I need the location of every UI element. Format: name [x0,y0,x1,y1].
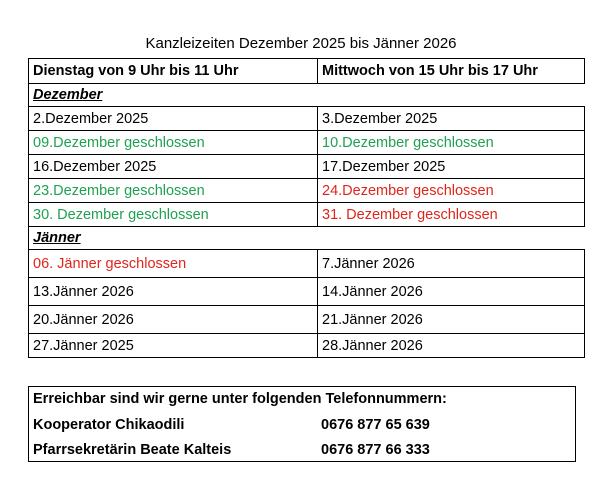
header-tuesday: Dienstag von 9 Uhr bis 11 Uhr [29,59,318,84]
tuesday-date-closed: 23.Dezember geschlossen [29,179,318,203]
wednesday-date-closed: 24.Dezember geschlossen [318,179,585,203]
header-wednesday: Mittwoch von 15 Uhr bis 17 Uhr [318,59,585,84]
tuesday-date: 13.Jänner 2026 [29,278,318,306]
contact-name: Pfarrsekretärin Beate Kalteis [33,442,232,458]
wednesday-date: 28.Jänner 2026 [318,334,585,358]
table-row [29,179,585,203]
contact-phone: 0676 877 66 333 [321,442,430,458]
table-row [29,334,585,358]
wednesday-date: 21.Jänner 2026 [318,306,585,334]
table-row [29,155,585,179]
table-row [29,203,585,227]
contact-name: Kooperator Chikaodili [33,417,185,433]
tuesday-date-closed: 09.Dezember geschlossen [29,131,318,155]
wednesday-date-closed: 10.Dezember geschlossen [318,131,585,155]
section-row-jaenner [29,227,585,250]
contact-box [28,386,576,462]
table-row [29,131,585,155]
tuesday-date: 27.Jänner 2025 [29,334,318,358]
section-label-jaenner: Jänner [29,227,318,250]
table-row [29,107,585,131]
tuesday-date: 16.Dezember 2025 [29,155,318,179]
table-row [29,250,585,278]
section-label-dezember: Dezember [29,84,318,107]
wednesday-date: 7.Jänner 2026 [318,250,585,278]
section-filler [318,84,585,107]
section-filler [318,227,585,250]
wednesday-date-closed: 31. Dezember geschlossen [318,203,585,227]
wednesday-date: 17.Dezember 2025 [318,155,585,179]
office-hours-table [28,58,585,358]
tuesday-date: 2.Dezember 2025 [29,107,318,131]
contact-intro: Erreichbar sind wir gerne unter folgenden Telefonnummern: [33,391,447,407]
page-title: Kanzleizeiten Dezember 2025 bis Jänner 2026 [145,35,457,52]
tuesday-date-closed: 06. Jänner geschlossen [29,250,318,278]
wednesday-date: 3.Dezember 2025 [318,107,585,131]
table-row [29,306,585,334]
tuesday-date-closed: 30. Dezember geschlossen [29,203,318,227]
table-row [29,278,585,306]
wednesday-date: 14.Jänner 2026 [318,278,585,306]
tuesday-date: 20.Jänner 2026 [29,306,318,334]
section-row-dezember [29,84,585,107]
contact-phone: 0676 877 65 639 [321,417,430,433]
table-header-row [29,59,585,84]
